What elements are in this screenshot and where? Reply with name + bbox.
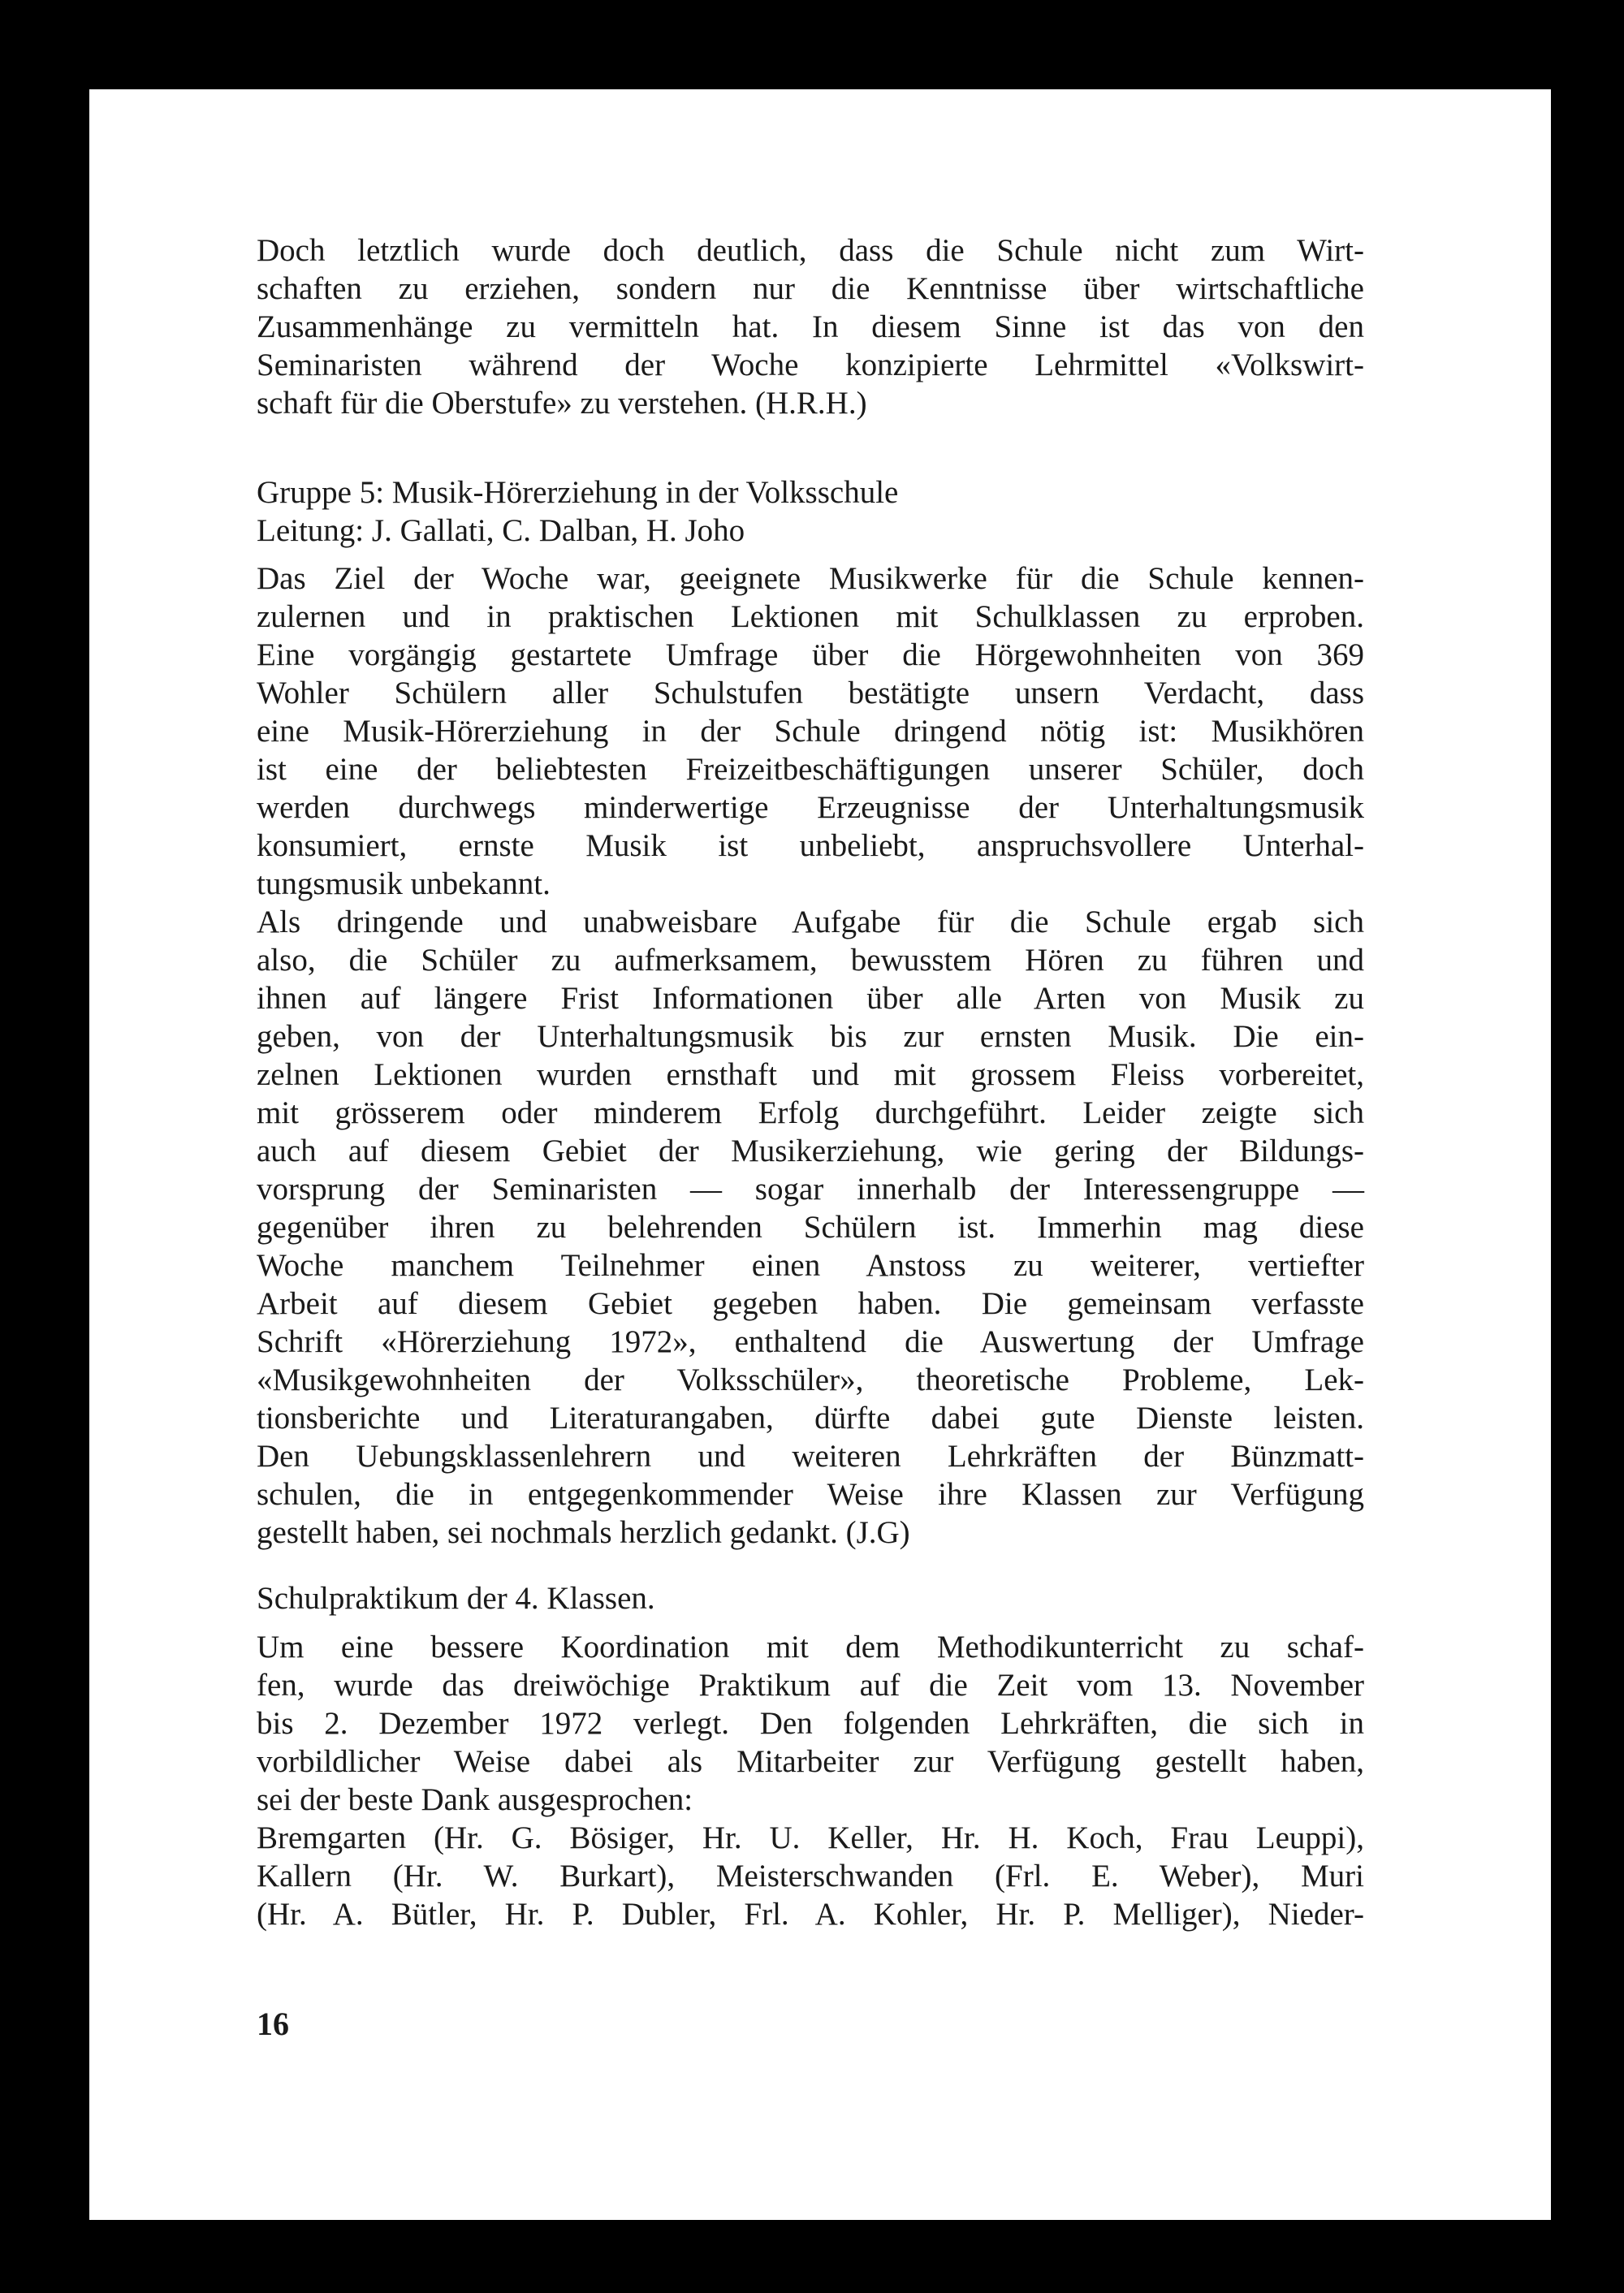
text-line: eine Musik-Hörerziehung in der Schule dringend nötig ist: Musikhören	[257, 714, 1364, 749]
text-line: ihnen auf längere Frist Informationen über alle Arten von Musik zu	[257, 981, 1364, 1016]
text-line: Schrift «Hörerziehung 1972», enthaltend die Auswertung der Umfrage	[257, 1324, 1364, 1359]
text-line: Kallern (Hr. W. Burkart), Meisterschwanden (Frl. E. Weber), Muri	[257, 1859, 1364, 1894]
text-line: vorsprung der Seminaristen — sogar innerhalb der Interessengruppe —	[257, 1172, 1364, 1207]
text-line: tungsmusik unbekannt.	[257, 866, 551, 901]
text-line: bis 2. Dezember 1972 verlegt. Den folgenden Lehrkräften, die sich in	[257, 1706, 1364, 1741]
text-line: Seminaristen während der Woche konzipierte Lehrmittel «Volkswirt-	[257, 348, 1364, 382]
text-line: Als dringende und unabweisbare Aufgabe für die Schule ergab sich	[257, 905, 1364, 939]
text-line: geben, von der Unterhaltungsmusik bis zur ernsten Musik. Die ein-	[257, 1019, 1364, 1054]
text-line: zulernen und in praktischen Lektionen mit Schulklassen zu erproben.	[257, 599, 1364, 634]
paragraph-music-goal	[257, 559, 1364, 1552]
text-line: Um eine bessere Koordination mit dem Methodikunterricht zu schaf-	[257, 1630, 1364, 1665]
text-line: Das Ziel der Woche war, geeignete Musikwerke für die Schule kennen-	[257, 561, 1364, 596]
text-line: zelnen Lektionen wurden ernsthaft und mit grossem Fleiss vorbereitet,	[257, 1057, 1364, 1092]
text-line: sei der beste Dank ausgesprochen:	[257, 1782, 693, 1817]
text-line: gestellt haben, sei nochmals herzlich gedankt. (J.G)	[257, 1515, 910, 1550]
group5-heading	[257, 473, 1364, 550]
text-line: konsumiert, ernste Musik ist unbeliebt, anspruchsvollere Unterhal-	[257, 828, 1364, 863]
text-line: Arbeit auf diesem Gebiet gegeben haben. Die gemeinsam verfasste	[257, 1286, 1364, 1321]
text-line: fen, wurde das dreiwöchige Praktikum auf die Zeit vom 13. November	[257, 1668, 1364, 1703]
text-line: schaften zu erziehen, sondern nur die Kenntnisse über wirtschaftliche	[257, 271, 1364, 306]
page-number: 16	[257, 2006, 289, 2042]
text-line: gegenüber ihren zu belehrenden Schülern ist. Immerhin mag diese	[257, 1210, 1364, 1245]
text-line: Bremgarten (Hr. G. Bösiger, Hr. U. Keller, Hr. H. Koch, Frau Leuppi),	[257, 1820, 1364, 1855]
text-line: Den Uebungsklassenlehrern und weiteren Lehrkräften der Bünzmatt-	[257, 1439, 1364, 1474]
text-line: Zusammenhänge zu vermitteln hat. In diesem Sinne ist das von den	[257, 309, 1364, 344]
text-line: vorbildlicher Weise dabei als Mitarbeiter zur Verfügung gestellt haben,	[257, 1744, 1364, 1779]
text-line: Doch letztlich wurde doch deutlich, dass die Schule nicht zum Wirt-	[257, 233, 1364, 268]
text-line: tionsberichte und Literaturangaben, dürfte dabei gute Dienste leisten.	[257, 1401, 1364, 1436]
section-title: Schulpraktikum der 4. Klassen.	[257, 1581, 655, 1616]
text-line: Woche manchem Teilnehmer einen Anstoss zu weiterer, vertiefter	[257, 1248, 1364, 1283]
paragraph-economics-conclusion	[257, 231, 1364, 422]
text-line: also, die Schüler zu aufmerksamem, bewusstem Hören zu führen und	[257, 943, 1364, 978]
praktikum-heading	[257, 1579, 1364, 1617]
section-leitung: Leitung: J. Gallati, C. Dalban, H. Joho	[257, 513, 745, 548]
text-line: ist eine der beliebtesten Freizeitbeschäftigungen unserer Schüler, doch	[257, 752, 1364, 787]
text-line: Wohler Schülern aller Schulstufen bestätigte unsern Verdacht, dass	[257, 676, 1364, 710]
section-title: Gruppe 5: Musik-Hörerziehung in der Volksschule	[257, 475, 899, 510]
text-line: «Musikgewohnheiten der Volksschüler», theoretische Probleme, Lek-	[257, 1362, 1364, 1397]
text-line: Eine vorgängig gestartete Umfrage über die Hörgewohnheiten von 369	[257, 637, 1364, 672]
text-line: schulen, die in entgegenkommender Weise ihre Klassen zur Verfügung	[257, 1477, 1364, 1512]
text-line: auch auf diesem Gebiet der Musikerziehung, wie gering der Bildungs-	[257, 1134, 1364, 1168]
text-line: (Hr. A. Bütler, Hr. P. Dubler, Frl. A. Kohler, Hr. P. Melliger), Nieder-	[257, 1897, 1364, 1932]
text-line: schaft für die Oberstufe» zu verstehen. (H.R.H.)	[257, 386, 867, 421]
text-line: mit grösserem oder minderem Erfolg durchgeführt. Leider zeigte sich	[257, 1095, 1364, 1130]
text-line: werden durchwegs minderwertige Erzeugnisse der Unterhaltungsmusik	[257, 790, 1364, 825]
paragraph-praktikum	[257, 1628, 1364, 1933]
